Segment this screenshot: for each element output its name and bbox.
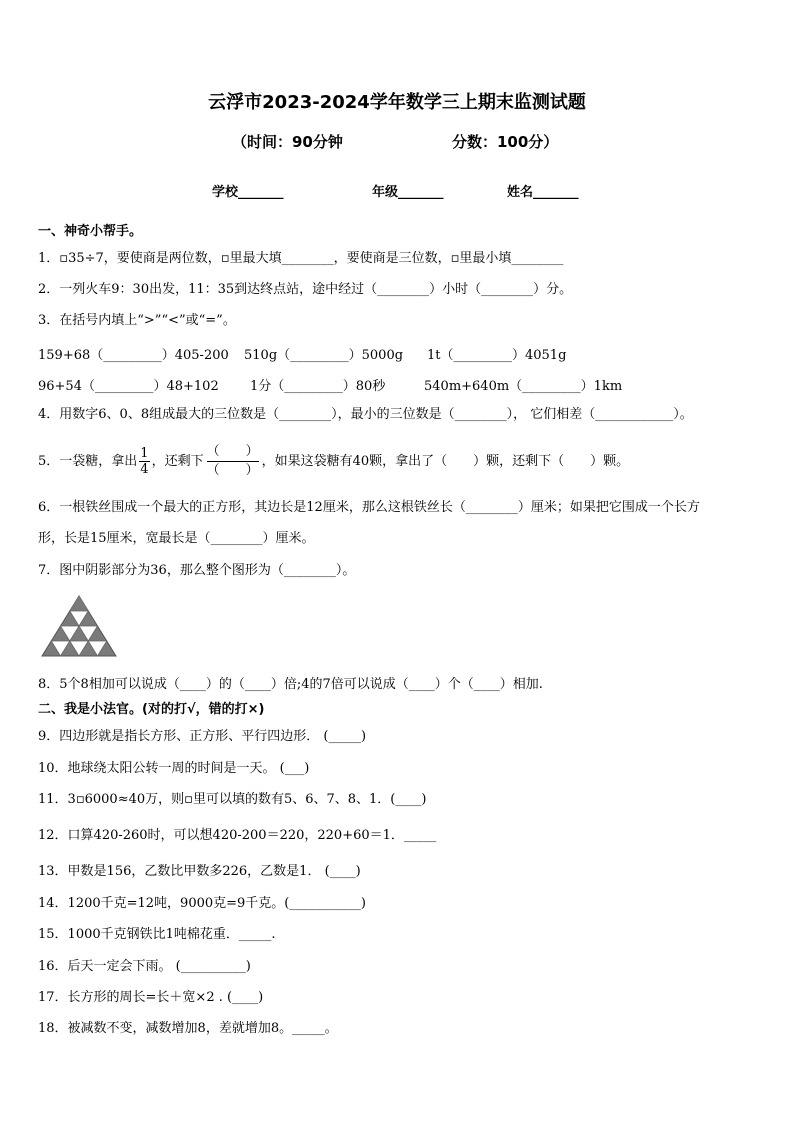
question-14: 14．1200千克=12吨，9000克=9千克。(___________) bbox=[38, 896, 366, 911]
question-18: 18．被减数不变，减数增加8，差就增加8。_____。 bbox=[38, 1021, 338, 1036]
question-16: 16．后天一定会下雨。 (__________) bbox=[38, 959, 251, 974]
question-12: 12．口算420-260时，可以想420-200＝220，220+60＝1．_____ bbox=[38, 828, 437, 843]
question-17: 17．长方形的周长=长＋宽×2 . (____) bbox=[38, 990, 264, 1005]
question-3-item-3: 1t（_________）4051g bbox=[427, 348, 567, 363]
question-8: 8．5个8相加可以说成（____）的（____）倍;4的7倍可以说成（____）个（____）相加. bbox=[38, 677, 543, 692]
question-7: 7．图中阴影部分为36，那么整个图形为（________）。 bbox=[38, 563, 356, 578]
fraction-blank-denominator: （ ） bbox=[206, 463, 259, 478]
name-field: 姓名_______ bbox=[507, 185, 579, 200]
fraction-denominator: 4 bbox=[140, 462, 149, 477]
school-field: 学校_______ bbox=[212, 185, 284, 200]
question-5-text-a: 5．一袋糖，拿出 bbox=[38, 454, 138, 469]
question-2: 2．一列火车9：30出发，11：35到达终点站，途中经过（________）小时（________）分。 bbox=[38, 282, 573, 297]
question-3: 3．在括号内填上“>”“<”或“=”。 bbox=[38, 313, 236, 328]
triangle-figure bbox=[40, 594, 118, 658]
question-9: 9．四边形就是指长方形、正方形、平行四边形． (_____) bbox=[38, 729, 367, 744]
section-2-heading: 二、我是小法官。(对的打√，错的打×) bbox=[38, 702, 265, 717]
question-6-line-1: 6．一根铁丝围成一个最大的正方形，其边长是12厘米，那么这根铁丝长（________）厘米；如果把它围成一个长方 bbox=[38, 500, 700, 515]
triangle-cell-1 bbox=[70, 596, 89, 611]
question-10: 10．地球绕太阳公转一周的时间是一天。 (___) bbox=[38, 761, 310, 776]
section-1-heading: 一、神奇小帮手。 bbox=[38, 224, 143, 239]
grade-field: 年级_______ bbox=[372, 185, 444, 200]
question-3-item-6: 540m+640m（_________）1km bbox=[424, 379, 623, 394]
question-5-text-b: ，还剩下 bbox=[151, 454, 204, 469]
question-5-text-c: ，如果这袋糖有40颗，拿出了（ ）颗，还剩下（ ）颗。 bbox=[261, 454, 630, 469]
question-6-line-2: 形，长是15厘米，宽最长是（________）厘米。 bbox=[38, 531, 315, 546]
fraction-blank bbox=[207, 443, 259, 480]
question-5 bbox=[38, 443, 629, 480]
question-3-item-2: 510g（_________）5000g bbox=[244, 348, 404, 363]
fraction-blank-numerator: （ ） bbox=[207, 443, 259, 462]
question-11: 11．3▫6000≈40万，则▫里可以填的数有5、6、7、8、1．(____) bbox=[38, 792, 427, 807]
question-3-item-1: 159+68（_________）405-200 bbox=[38, 348, 229, 363]
question-4: 4．用数字6、0、8组成最大的三位数是（________），最小的三位数是（________）， 它们相差（____________）。 bbox=[38, 407, 693, 422]
fraction-numerator: 1 bbox=[140, 446, 149, 461]
exam-time: （时间：90分钟 bbox=[232, 133, 343, 151]
question-13: 13．甲数是156，乙数比甲数多226，乙数是1． (____) bbox=[38, 864, 361, 879]
page-title: 云浮市2023-2024学年数学三上期末监测试题 bbox=[208, 92, 586, 113]
question-1: 1．▫35÷7，要使商是两位数，▫里最大填________，要使商是三位数，▫里最小填________ bbox=[38, 251, 564, 266]
fraction-one-quarter bbox=[139, 446, 149, 477]
question-3-item-5: 1分（_________）80秒 bbox=[250, 379, 386, 394]
exam-score: 分数：100分） bbox=[452, 133, 559, 151]
question-15: 15．1000千克钢铁比1吨棉花重．_____. bbox=[38, 927, 276, 942]
question-3-item-4: 96+54（_________）48+102 bbox=[38, 379, 219, 394]
